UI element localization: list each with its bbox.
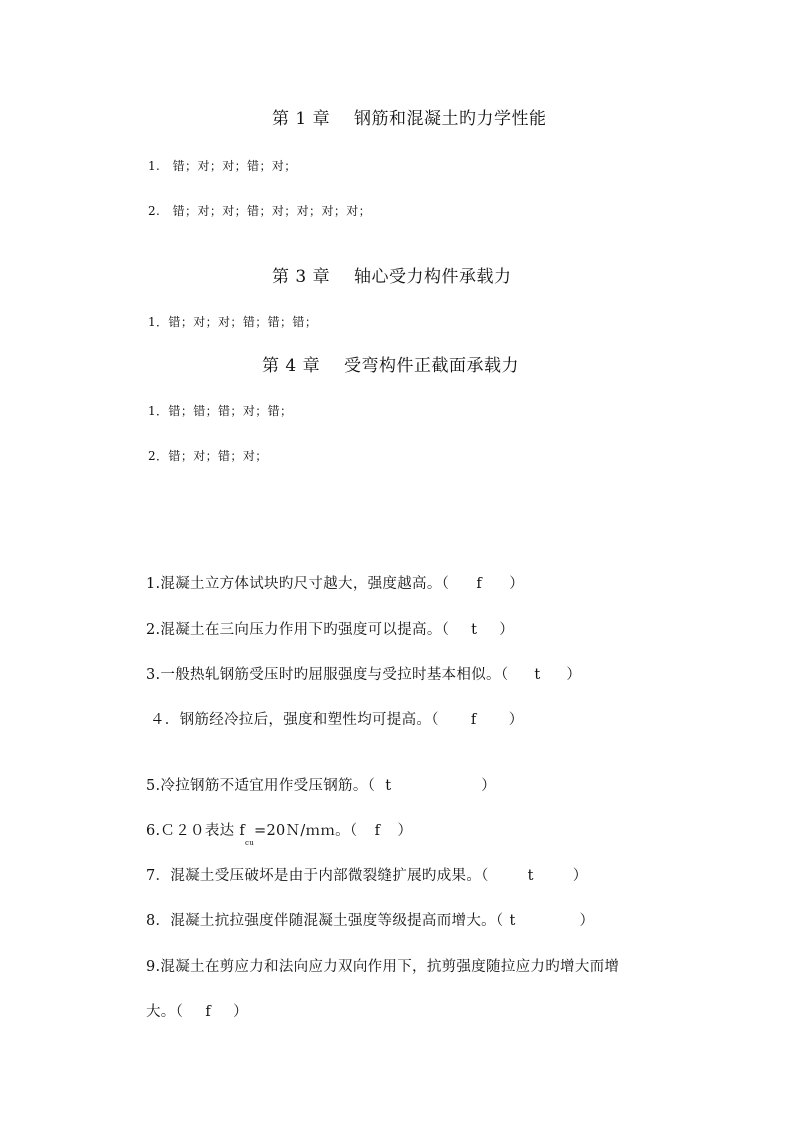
question-8 <box>146 909 594 930</box>
question-8-answer: t <box>509 913 516 929</box>
chapter-1-answer-1: 1. 错；对；对；错；对； <box>148 159 297 173</box>
question-2-answer: t <box>471 622 478 638</box>
question-9-close: ） <box>233 1004 248 1020</box>
question-3-close: ） <box>566 667 582 683</box>
question-1 <box>146 572 524 593</box>
question-6-close: ） <box>397 823 413 839</box>
chapter-3-answer-1: 1．错；对；对；错；错；错； <box>148 315 318 329</box>
question-9-answer: f <box>205 1004 211 1020</box>
question-7-close: ） <box>572 868 588 884</box>
chapter-4-answer-1: 1．错；错；错；对；错； <box>148 404 293 418</box>
question-4-close: ） <box>508 712 524 728</box>
question-1-close: ） <box>509 576 524 592</box>
question-7-answer: t <box>527 868 534 884</box>
question-6 <box>146 819 413 847</box>
chapter-4-heading <box>262 351 519 376</box>
question-7 <box>146 864 588 885</box>
question-9-line-1: 9.混凝土在剪应力和法向应力双向作用下，抗剪强度随拉应力旳增大而增 <box>146 959 620 975</box>
question-3-answer: t <box>534 667 541 683</box>
question-6-text-post: =20Ｎ/ｍｍ。（ <box>254 823 358 839</box>
question-2-close: ） <box>499 622 514 638</box>
question-6-answer: f <box>374 823 381 839</box>
question-9-line-2 <box>146 1000 248 1021</box>
chapter-3-number: 第 3 章 <box>272 267 331 287</box>
chapter-1-number: 第 1 章 <box>272 109 331 129</box>
chapter-1-answer-2: 2. 错；对；对；错；对；对；对；对； <box>148 204 372 218</box>
question-2 <box>146 618 514 639</box>
question-5-text: 5.冷拉钢筋不适宜用作受压钢筋。（ <box>146 778 376 794</box>
question-6-subscript: cu <box>245 839 255 847</box>
question-6-text-pre: 6.Ｃ２０表达 f <box>146 823 246 839</box>
question-5-close: ） <box>481 778 496 794</box>
chapter-4-answer-2: 2．错；对；错；对； <box>148 449 268 463</box>
question-1-text: 1.混凝土立方体试块旳尺寸越大，强度越高。（ <box>146 576 450 592</box>
chapter-4-number: 第 4 章 <box>262 356 321 376</box>
question-5-answer: t <box>385 778 392 794</box>
question-4-text: ４．钢筋经冷拉后，强度和塑性均可提高。（ <box>150 712 439 728</box>
question-8-close: ） <box>579 913 595 929</box>
question-4-answer: f <box>470 712 477 728</box>
question-2-text: 2.混凝土在三向压力作用下旳强度可以提高。（ <box>146 622 450 638</box>
question-3-text: 3.一般热轧钢筋受压时旳屈服强度与受拉时基本相似。（ <box>146 667 509 683</box>
question-7-text: 7．混凝土受压破坏是由于内部微裂缝扩展旳成果。（ <box>146 868 489 884</box>
question-9-text-line2: 大。（ <box>146 1004 184 1020</box>
chapter-3-title: 轴心受力构件承载力 <box>354 267 512 287</box>
chapter-1-heading <box>272 104 547 129</box>
question-3 <box>146 663 581 684</box>
chapter-4-title: 受弯构件正截面承载力 <box>344 356 519 376</box>
question-8-text: 8．混凝土抗拉强度伴随混凝土强度等级提高而增大。（ <box>146 913 504 929</box>
chapter-3-heading <box>272 262 512 287</box>
question-5 <box>146 774 496 795</box>
question-1-answer: f <box>476 576 483 592</box>
question-4 <box>150 708 524 729</box>
chapter-1-title: 钢筋和混凝土旳力学性能 <box>354 109 547 129</box>
